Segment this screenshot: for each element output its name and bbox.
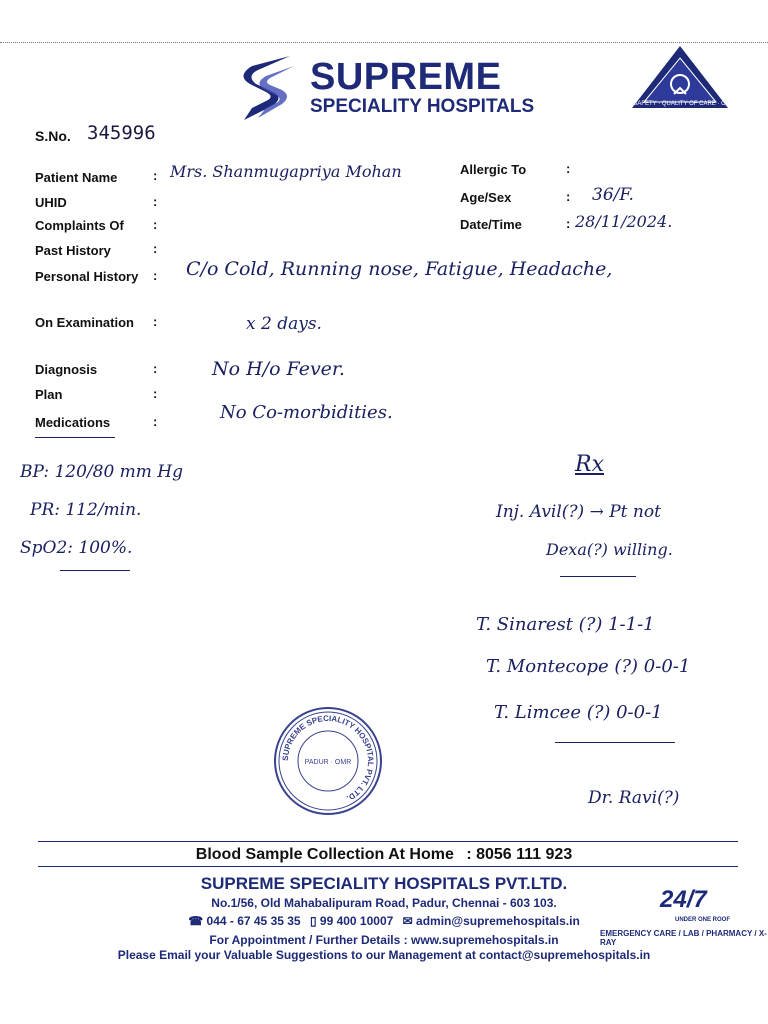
colon: : (153, 168, 158, 183)
colon: : (566, 216, 571, 231)
label-allergic-to: Allergic To (460, 162, 527, 177)
footer-phone-mobile: 99 400 10007 (319, 914, 394, 928)
handwritten-patient-name: Mrs. Shanmugapriya Mohan (170, 162, 402, 181)
cert-label: PATIENT SAFETY · QUALITY OF CARE · CERTIFIED (607, 101, 753, 107)
handwritten-date: 28/11/2024. (575, 212, 673, 231)
injection-underline (560, 576, 636, 577)
handwritten-complaints: C/o Cold, Running nose, Fatigue, Headache, (186, 258, 613, 280)
handwritten-rx-symbol: Rx (575, 452, 604, 477)
badge-under-one-roof: UNDER ONE ROOF (675, 917, 731, 923)
handwritten-comorbidities: No Co-morbidities. (220, 402, 393, 423)
colon: : (153, 361, 158, 376)
mobile-icon: ▯ (309, 914, 317, 928)
hospital-logo-icon (238, 52, 298, 124)
colon: : (566, 189, 571, 204)
handwritten-duration: x 2 days. (246, 314, 322, 334)
blood-sample-phone: : 8056 111 923 (466, 846, 573, 863)
colon: : (153, 241, 158, 256)
label-medications: Medications (35, 415, 111, 430)
blood-sample-line (0, 846, 768, 864)
medications-end-underline (555, 742, 675, 743)
handwritten-pulse: PR: 112/min. (30, 500, 142, 520)
footer-top-rule (38, 841, 738, 842)
phone-icon: ☎ (188, 914, 204, 928)
footer-address: No.1/56, Old Mahabalipuram Road, Padur, Chennai - 603 103. (211, 896, 557, 910)
footer-second-rule (38, 866, 738, 867)
colon: : (153, 194, 158, 209)
footer-phone-landline: 044 - 67 45 35 35 (206, 914, 301, 928)
handwritten-medication-2: T. Montecope (?) 0-0-1 (486, 656, 691, 677)
footer-company-name: SUPREME SPECIALITY HOSPITALS PVT.LTD. (200, 874, 568, 893)
handwritten-age-sex: 36/F. (592, 185, 634, 205)
serial-label: S.No. (35, 128, 71, 144)
colon: : (566, 161, 571, 176)
serial-number: 345996 (87, 122, 156, 144)
vitals-underline (60, 570, 130, 571)
badge-24-7: 24/7 (660, 886, 707, 913)
colon: : (153, 268, 158, 283)
label-diagnosis: Diagnosis (35, 362, 98, 377)
brand-subtitle: SPECIALITY HOSPITALS (310, 96, 535, 117)
medications-underline (35, 437, 115, 438)
label-past-history: Past History (35, 243, 111, 258)
label-patient-name: Patient Name (35, 170, 118, 185)
handwritten-medication-1: T. Sinarest (?) 1-1-1 (476, 614, 655, 635)
label-date-time: Date/Time (460, 217, 522, 232)
colon: : (153, 314, 158, 329)
doctor-signature: Dr. Ravi(?) (588, 788, 680, 808)
handwritten-medication-3: T. Limcee (?) 0-0-1 (494, 702, 663, 723)
handwritten-injection-line2: Dexa(?) willing. (546, 540, 673, 559)
handwritten-injection-line1: Inj. Avil(?) → Pt not (496, 502, 661, 522)
brand-name: SUPREME (310, 56, 502, 98)
label-plan: Plan (35, 387, 63, 402)
footer-appointment[interactable]: For Appointment / Further Details : www.supremehospitals.in (209, 933, 559, 947)
handwritten-fever-history: No H/o Fever. (212, 358, 345, 380)
certification-badge-icon (607, 44, 753, 110)
handwritten-spo2: SpO2: 100%. (20, 538, 133, 558)
label-age-sex: Age/Sex (460, 190, 512, 205)
colon: : (153, 414, 158, 429)
footer-contact-line (0, 914, 768, 928)
footer-suggestions[interactable]: Please Email your Valuable Suggestions to our Management at contact@supremehospitals.in (117, 948, 651, 962)
email-icon: ✉ (402, 914, 413, 928)
footer-email[interactable]: admin@supremehospitals.in (416, 914, 580, 928)
seal-ring-text: SUPREME SPECIALITY HOSPITAL PVT. LTD. (280, 713, 376, 803)
label-uhid: UHID (35, 195, 67, 210)
handwritten-bp: BP: 120/80 mm Hg (20, 462, 184, 482)
seal-center-text: PADUR · OMR (304, 759, 352, 766)
colon: : (153, 386, 158, 401)
hospital-seal-stamp (272, 705, 384, 817)
label-on-examination: On Examination (35, 315, 134, 330)
badge-services: EMERGENCY CARE / LAB / PHARMACY / X-RAY (600, 929, 767, 947)
colon: : (153, 217, 158, 232)
label-complaints-of: Complaints Of (35, 218, 124, 233)
blood-sample-label: Blood Sample Collection At Home (195, 846, 454, 863)
label-personal-history: Personal History (35, 269, 139, 284)
